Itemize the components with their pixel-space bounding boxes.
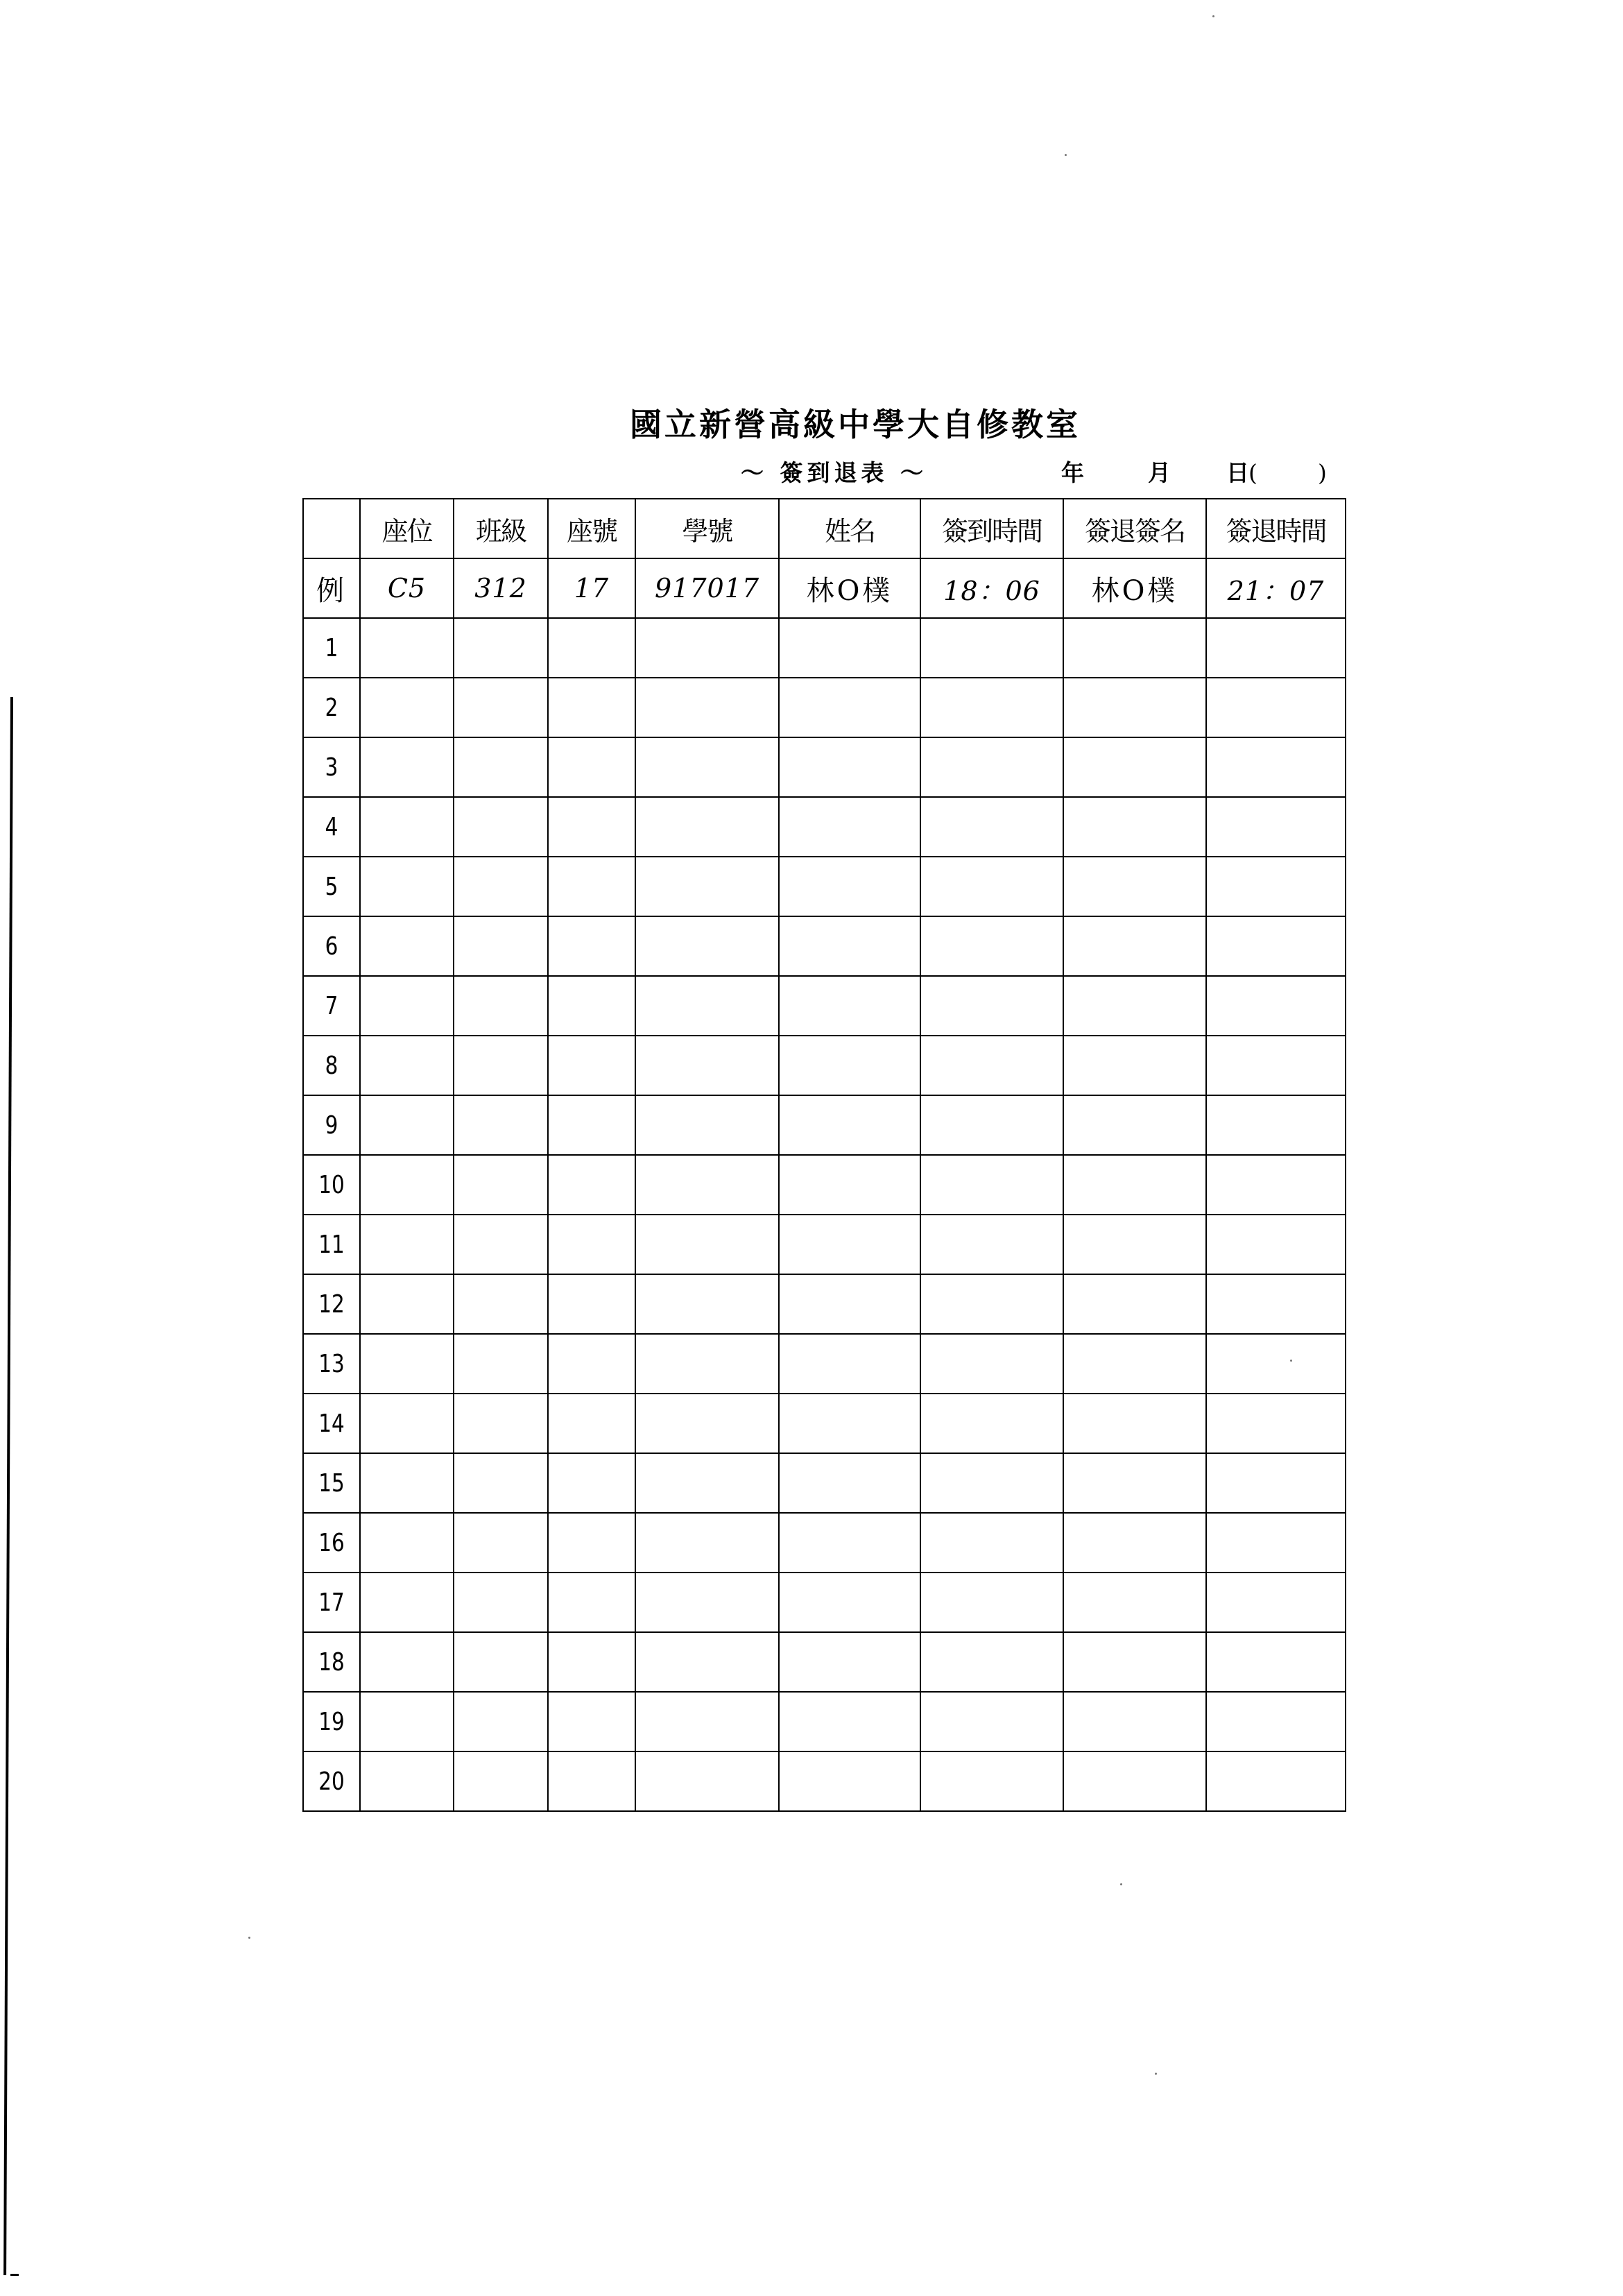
- entry-cell-sign-in-time[interactable]: [920, 618, 1063, 678]
- table-row: [303, 1453, 1346, 1513]
- entry-cell-name[interactable]: [779, 1453, 920, 1513]
- entry-cell-class[interactable]: [454, 1155, 548, 1215]
- entry-cell-class[interactable]: [454, 1751, 548, 1811]
- entry-cell-sign-in-time[interactable]: [920, 1394, 1063, 1453]
- entry-cell-name[interactable]: [779, 737, 920, 797]
- entry-cell-name[interactable]: [779, 678, 920, 737]
- entry-cell-seat[interactable]: [360, 618, 454, 678]
- entry-cell-seat[interactable]: [360, 1036, 454, 1095]
- row-number: 13: [308, 1334, 354, 1394]
- entry-cell-sign-out-signature[interactable]: [1063, 737, 1206, 797]
- entry-cell-name[interactable]: [779, 1573, 920, 1632]
- entry-cell-class[interactable]: [454, 857, 548, 916]
- entry-cell-sign-out-time[interactable]: [1206, 1573, 1346, 1632]
- table-row: [303, 1155, 1346, 1215]
- entry-cell-student-id[interactable]: [635, 1513, 779, 1573]
- entry-cell-sign-out-time[interactable]: [1206, 1453, 1346, 1513]
- entry-cell-name[interactable]: [779, 1513, 920, 1573]
- entry-cell-seat-number[interactable]: [548, 797, 635, 857]
- header-seat-number: 座號: [548, 499, 635, 558]
- entry-cell-seat-number[interactable]: [548, 916, 635, 976]
- entry-cell-student-id[interactable]: [635, 1215, 779, 1274]
- example-sign-out-signature: 林O樸: [1063, 558, 1206, 618]
- entry-cell-sign-in-time[interactable]: [920, 1095, 1063, 1155]
- entry-cell-seat-number[interactable]: [548, 1573, 635, 1632]
- row-number: 12: [308, 1274, 354, 1334]
- entry-cell-sign-out-time[interactable]: [1206, 1632, 1346, 1692]
- weekday-paren-close: ): [1318, 459, 1327, 486]
- entry-cell-seat-number[interactable]: [548, 618, 635, 678]
- entry-cell-sign-in-time[interactable]: [920, 1513, 1063, 1573]
- entry-cell-seat-number[interactable]: [548, 1036, 635, 1095]
- row-number: 6: [308, 916, 354, 976]
- entry-cell-sign-in-time[interactable]: [920, 1036, 1063, 1095]
- entry-cell-seat[interactable]: [360, 1632, 454, 1692]
- entry-cell-sign-out-time[interactable]: [1206, 678, 1346, 737]
- entry-cell-sign-in-time[interactable]: [920, 678, 1063, 737]
- entry-cell-name[interactable]: [779, 1215, 920, 1274]
- month-label: 月: [1148, 459, 1171, 486]
- entry-cell-seat-number[interactable]: [548, 1155, 635, 1215]
- entry-cell-sign-out-time[interactable]: [1206, 1751, 1346, 1811]
- header-index: [303, 499, 360, 558]
- entry-cell-sign-in-time[interactable]: [920, 916, 1063, 976]
- entry-cell-seat-number[interactable]: [548, 1453, 635, 1513]
- row-number: 3: [308, 737, 354, 797]
- entry-cell-student-id[interactable]: [635, 678, 779, 737]
- entry-cell-sign-in-time[interactable]: [920, 1692, 1063, 1751]
- example-student-id: 917017: [635, 558, 779, 618]
- entry-cell-class[interactable]: [454, 1036, 548, 1095]
- entry-cell-sign-in-time[interactable]: [920, 1453, 1063, 1513]
- table-row: [303, 1274, 1346, 1334]
- header-name: 姓名: [779, 499, 920, 558]
- entry-cell-sign-out-signature[interactable]: [1063, 1751, 1206, 1811]
- entry-cell-class[interactable]: [454, 976, 548, 1036]
- entry-cell-class[interactable]: [454, 916, 548, 976]
- entry-cell-class[interactable]: [454, 678, 548, 737]
- entry-cell-seat-number[interactable]: [548, 737, 635, 797]
- entry-cell-student-id[interactable]: [635, 737, 779, 797]
- table-row: [303, 1751, 1346, 1811]
- row-number: 10: [308, 1155, 354, 1215]
- entry-cell-name[interactable]: [779, 1394, 920, 1453]
- entry-cell-seat[interactable]: [360, 1573, 454, 1632]
- entry-cell-sign-in-time[interactable]: [920, 737, 1063, 797]
- entry-cell-sign-out-signature[interactable]: [1063, 1274, 1206, 1334]
- entry-cell-sign-out-signature[interactable]: [1063, 1215, 1206, 1274]
- entry-cell-sign-out-signature[interactable]: [1063, 857, 1206, 916]
- header-sign-out-signature: 簽退簽名: [1063, 499, 1206, 558]
- entry-cell-seat[interactable]: [360, 1751, 454, 1811]
- table-row: [303, 857, 1346, 916]
- header-sign-out-time: 簽退時間: [1206, 499, 1346, 558]
- scan-speck: [1212, 15, 1214, 17]
- entry-cell-sign-in-time[interactable]: [920, 976, 1063, 1036]
- entry-cell-sign-in-time[interactable]: [920, 857, 1063, 916]
- entry-cell-name[interactable]: [779, 797, 920, 857]
- entry-cell-class[interactable]: [454, 1632, 548, 1692]
- entry-cell-name[interactable]: [779, 1334, 920, 1394]
- entry-cell-sign-out-time[interactable]: [1206, 737, 1346, 797]
- example-seat-number: 17: [548, 558, 635, 618]
- row-number: 11: [308, 1215, 354, 1274]
- entry-cell-sign-out-time[interactable]: [1206, 1334, 1346, 1394]
- row-number: 5: [308, 857, 354, 916]
- entry-cell-student-id[interactable]: [635, 1334, 779, 1394]
- row-number: 7: [308, 976, 354, 1036]
- header-sign-in-time: 簽到時間: [920, 499, 1063, 558]
- entry-cell-sign-in-time[interactable]: [920, 1573, 1063, 1632]
- entry-cell-sign-out-time[interactable]: [1206, 857, 1346, 916]
- example-row: [303, 558, 1346, 618]
- table-row: [303, 737, 1346, 797]
- row-number: 20: [308, 1751, 354, 1811]
- entry-cell-student-id[interactable]: [635, 1155, 779, 1215]
- entry-cell-name[interactable]: [779, 618, 920, 678]
- entry-cell-name[interactable]: [779, 1036, 920, 1095]
- entry-cell-seat-number[interactable]: [548, 678, 635, 737]
- entry-cell-sign-out-signature[interactable]: [1063, 1573, 1206, 1632]
- table-row: [303, 1215, 1346, 1274]
- entry-cell-name[interactable]: [779, 976, 920, 1036]
- sign-in-out-table: [302, 498, 1346, 1812]
- entry-cell-class[interactable]: [454, 1573, 548, 1632]
- entry-cell-seat-number[interactable]: [548, 1513, 635, 1573]
- row-number: 15: [308, 1453, 354, 1513]
- entry-cell-seat-number[interactable]: [548, 1692, 635, 1751]
- entry-cell-seat[interactable]: [360, 857, 454, 916]
- header-class: 班級: [454, 499, 548, 558]
- entry-cell-sign-out-signature[interactable]: [1063, 1692, 1206, 1751]
- entry-cell-student-id[interactable]: [635, 1274, 779, 1334]
- table-row: [303, 1632, 1346, 1692]
- entry-cell-sign-out-time[interactable]: [1206, 1513, 1346, 1573]
- row-number: 19: [308, 1692, 354, 1751]
- entry-cell-seat[interactable]: [360, 1274, 454, 1334]
- example-seat: C5: [360, 558, 454, 618]
- entry-cell-sign-out-signature[interactable]: [1063, 1334, 1206, 1394]
- entry-cell-student-id[interactable]: [635, 976, 779, 1036]
- entry-cell-seat[interactable]: [360, 1692, 454, 1751]
- entry-cell-name[interactable]: [779, 1274, 920, 1334]
- entry-cell-sign-out-time[interactable]: [1206, 1155, 1346, 1215]
- entry-cell-student-id[interactable]: [635, 1573, 779, 1632]
- entry-cell-seat-number[interactable]: [548, 1274, 635, 1334]
- entry-cell-sign-out-signature[interactable]: [1063, 1095, 1206, 1155]
- entry-cell-student-id[interactable]: [635, 618, 779, 678]
- entry-cell-student-id[interactable]: [635, 1453, 779, 1513]
- entry-cell-sign-out-time[interactable]: [1206, 797, 1346, 857]
- entry-cell-class[interactable]: [454, 1513, 548, 1573]
- entry-cell-sign-out-time[interactable]: [1206, 1274, 1346, 1334]
- entry-cell-sign-out-time[interactable]: [1206, 1394, 1346, 1453]
- table-row: [303, 618, 1346, 678]
- entry-cell-seat[interactable]: [360, 1215, 454, 1274]
- entry-cell-sign-out-time[interactable]: [1206, 1036, 1346, 1095]
- example-name: 林O樸: [779, 558, 920, 618]
- entry-cell-seat-number[interactable]: [548, 976, 635, 1036]
- entry-cell-student-id[interactable]: [635, 1394, 779, 1453]
- entry-cell-seat-number[interactable]: [548, 1095, 635, 1155]
- entry-cell-sign-out-signature[interactable]: [1063, 1513, 1206, 1573]
- entry-cell-seat[interactable]: [360, 1513, 454, 1573]
- entry-cell-sign-in-time[interactable]: [920, 1751, 1063, 1811]
- table-row: [303, 916, 1346, 976]
- entry-cell-sign-out-time[interactable]: [1206, 618, 1346, 678]
- entry-cell-sign-out-signature[interactable]: [1063, 1155, 1206, 1215]
- entry-cell-seat[interactable]: [360, 678, 454, 737]
- entry-cell-class[interactable]: [454, 797, 548, 857]
- entry-cell-class[interactable]: [454, 1095, 548, 1155]
- scan-speck: [1120, 1883, 1122, 1885]
- table-row: [303, 1513, 1346, 1573]
- header-student-id: 學號: [635, 499, 779, 558]
- entry-cell-sign-out-signature[interactable]: [1063, 916, 1206, 976]
- entry-cell-seat[interactable]: [360, 1155, 454, 1215]
- entry-cell-sign-out-time[interactable]: [1206, 1095, 1346, 1155]
- row-number: 16: [308, 1513, 354, 1573]
- example-sign-in-time: 18：06: [920, 558, 1063, 618]
- entry-cell-seat-number[interactable]: [548, 857, 635, 916]
- entry-cell-class[interactable]: [454, 737, 548, 797]
- entry-cell-name[interactable]: [779, 916, 920, 976]
- entry-cell-seat-number[interactable]: [548, 1215, 635, 1274]
- entry-cell-sign-out-time[interactable]: [1206, 1692, 1346, 1751]
- entry-cell-seat[interactable]: [360, 1394, 454, 1453]
- row-number: 1: [308, 618, 354, 678]
- entry-cell-sign-out-time[interactable]: [1206, 1215, 1346, 1274]
- example-class: 312: [454, 558, 548, 618]
- entry-cell-seat-number[interactable]: [548, 1751, 635, 1811]
- entry-cell-seat[interactable]: [360, 976, 454, 1036]
- row-number: 4: [308, 797, 354, 857]
- table-row: [303, 1095, 1346, 1155]
- entry-cell-class[interactable]: [454, 618, 548, 678]
- entry-cell-seat-number[interactable]: [548, 1632, 635, 1692]
- entry-cell-name[interactable]: [779, 1692, 920, 1751]
- scan-speck: [248, 1937, 250, 1939]
- entry-cell-class[interactable]: [454, 1394, 548, 1453]
- entry-cell-sign-in-time[interactable]: [920, 1274, 1063, 1334]
- row-number: 2: [308, 678, 354, 737]
- entry-cell-sign-out-signature[interactable]: [1063, 618, 1206, 678]
- example-label: 例: [303, 558, 360, 618]
- scan-speck: [1065, 154, 1067, 156]
- header-seat: 座位: [360, 499, 454, 558]
- entry-cell-name[interactable]: [779, 1095, 920, 1155]
- entry-cell-sign-out-time[interactable]: [1206, 916, 1346, 976]
- entry-cell-seat[interactable]: [360, 1334, 454, 1394]
- header-row: [303, 499, 1346, 558]
- row-number: 14: [308, 1394, 354, 1453]
- entry-cell-seat[interactable]: [360, 797, 454, 857]
- entry-cell-class[interactable]: [454, 1274, 548, 1334]
- entry-cell-student-id[interactable]: [635, 1692, 779, 1751]
- entry-cell-seat-number[interactable]: [548, 1334, 635, 1394]
- table-row: [303, 1692, 1346, 1751]
- table-row: [303, 797, 1346, 857]
- entry-cell-name[interactable]: [779, 1155, 920, 1215]
- entry-cell-sign-out-signature[interactable]: [1063, 1453, 1206, 1513]
- weekday-paren-open: (: [1248, 459, 1257, 486]
- entry-cell-sign-out-signature[interactable]: [1063, 976, 1206, 1036]
- table-row: [303, 1394, 1346, 1453]
- table-row: [303, 1036, 1346, 1095]
- row-number: 17: [308, 1573, 354, 1632]
- entry-cell-class[interactable]: [454, 1215, 548, 1274]
- entry-cell-sign-in-time[interactable]: [920, 1155, 1063, 1215]
- entry-cell-sign-out-signature[interactable]: [1063, 1394, 1206, 1453]
- entry-cell-name[interactable]: [779, 857, 920, 916]
- day-label: 日: [1226, 459, 1249, 486]
- entry-cell-student-id[interactable]: [635, 797, 779, 857]
- entry-cell-sign-out-signature[interactable]: [1063, 797, 1206, 857]
- row-number: 8: [308, 1036, 354, 1095]
- entry-cell-sign-in-time[interactable]: [920, 1632, 1063, 1692]
- entry-cell-seat-number[interactable]: [548, 1394, 635, 1453]
- entry-cell-class[interactable]: [454, 1453, 548, 1513]
- entry-cell-seat[interactable]: [360, 1095, 454, 1155]
- document-title: 國立新營高級中學大自修教室: [630, 406, 1081, 443]
- entry-cell-sign-out-time[interactable]: [1206, 976, 1346, 1036]
- entry-cell-seat[interactable]: [360, 1453, 454, 1513]
- entry-cell-sign-out-signature[interactable]: [1063, 678, 1206, 737]
- entry-cell-sign-in-time[interactable]: [920, 1215, 1063, 1274]
- entry-cell-seat[interactable]: [360, 737, 454, 797]
- entry-cell-student-id[interactable]: [635, 1095, 779, 1155]
- table-row: [303, 1573, 1346, 1632]
- entry-cell-name[interactable]: [779, 1751, 920, 1811]
- entry-cell-sign-out-signature[interactable]: [1063, 1632, 1206, 1692]
- table-row: [303, 678, 1346, 737]
- entry-cell-student-id[interactable]: [635, 857, 779, 916]
- scan-edge-foot: [10, 2274, 19, 2276]
- table-row: [303, 1334, 1346, 1394]
- entry-cell-class[interactable]: [454, 1334, 548, 1394]
- form-name: ～ 簽到退表 ～: [741, 459, 927, 486]
- row-number: 18: [308, 1632, 354, 1692]
- table-row: [303, 976, 1346, 1036]
- entry-cell-class[interactable]: [454, 1692, 548, 1751]
- example-sign-out-time: 21：07: [1206, 558, 1346, 618]
- scan-speck: [1155, 2073, 1157, 2075]
- entry-cell-student-id[interactable]: [635, 1751, 779, 1811]
- entry-cell-sign-out-signature[interactable]: [1063, 1036, 1206, 1095]
- entry-cell-student-id[interactable]: [635, 1036, 779, 1095]
- entry-cell-sign-in-time[interactable]: [920, 1334, 1063, 1394]
- entry-cell-student-id[interactable]: [635, 916, 779, 976]
- year-label: 年: [1061, 459, 1084, 486]
- entry-cell-student-id[interactable]: [635, 1632, 779, 1692]
- entry-cell-name[interactable]: [779, 1632, 920, 1692]
- entry-cell-sign-in-time[interactable]: [920, 797, 1063, 857]
- row-number: 9: [308, 1095, 354, 1155]
- scan-edge-line: [3, 697, 13, 2275]
- entry-cell-seat[interactable]: [360, 916, 454, 976]
